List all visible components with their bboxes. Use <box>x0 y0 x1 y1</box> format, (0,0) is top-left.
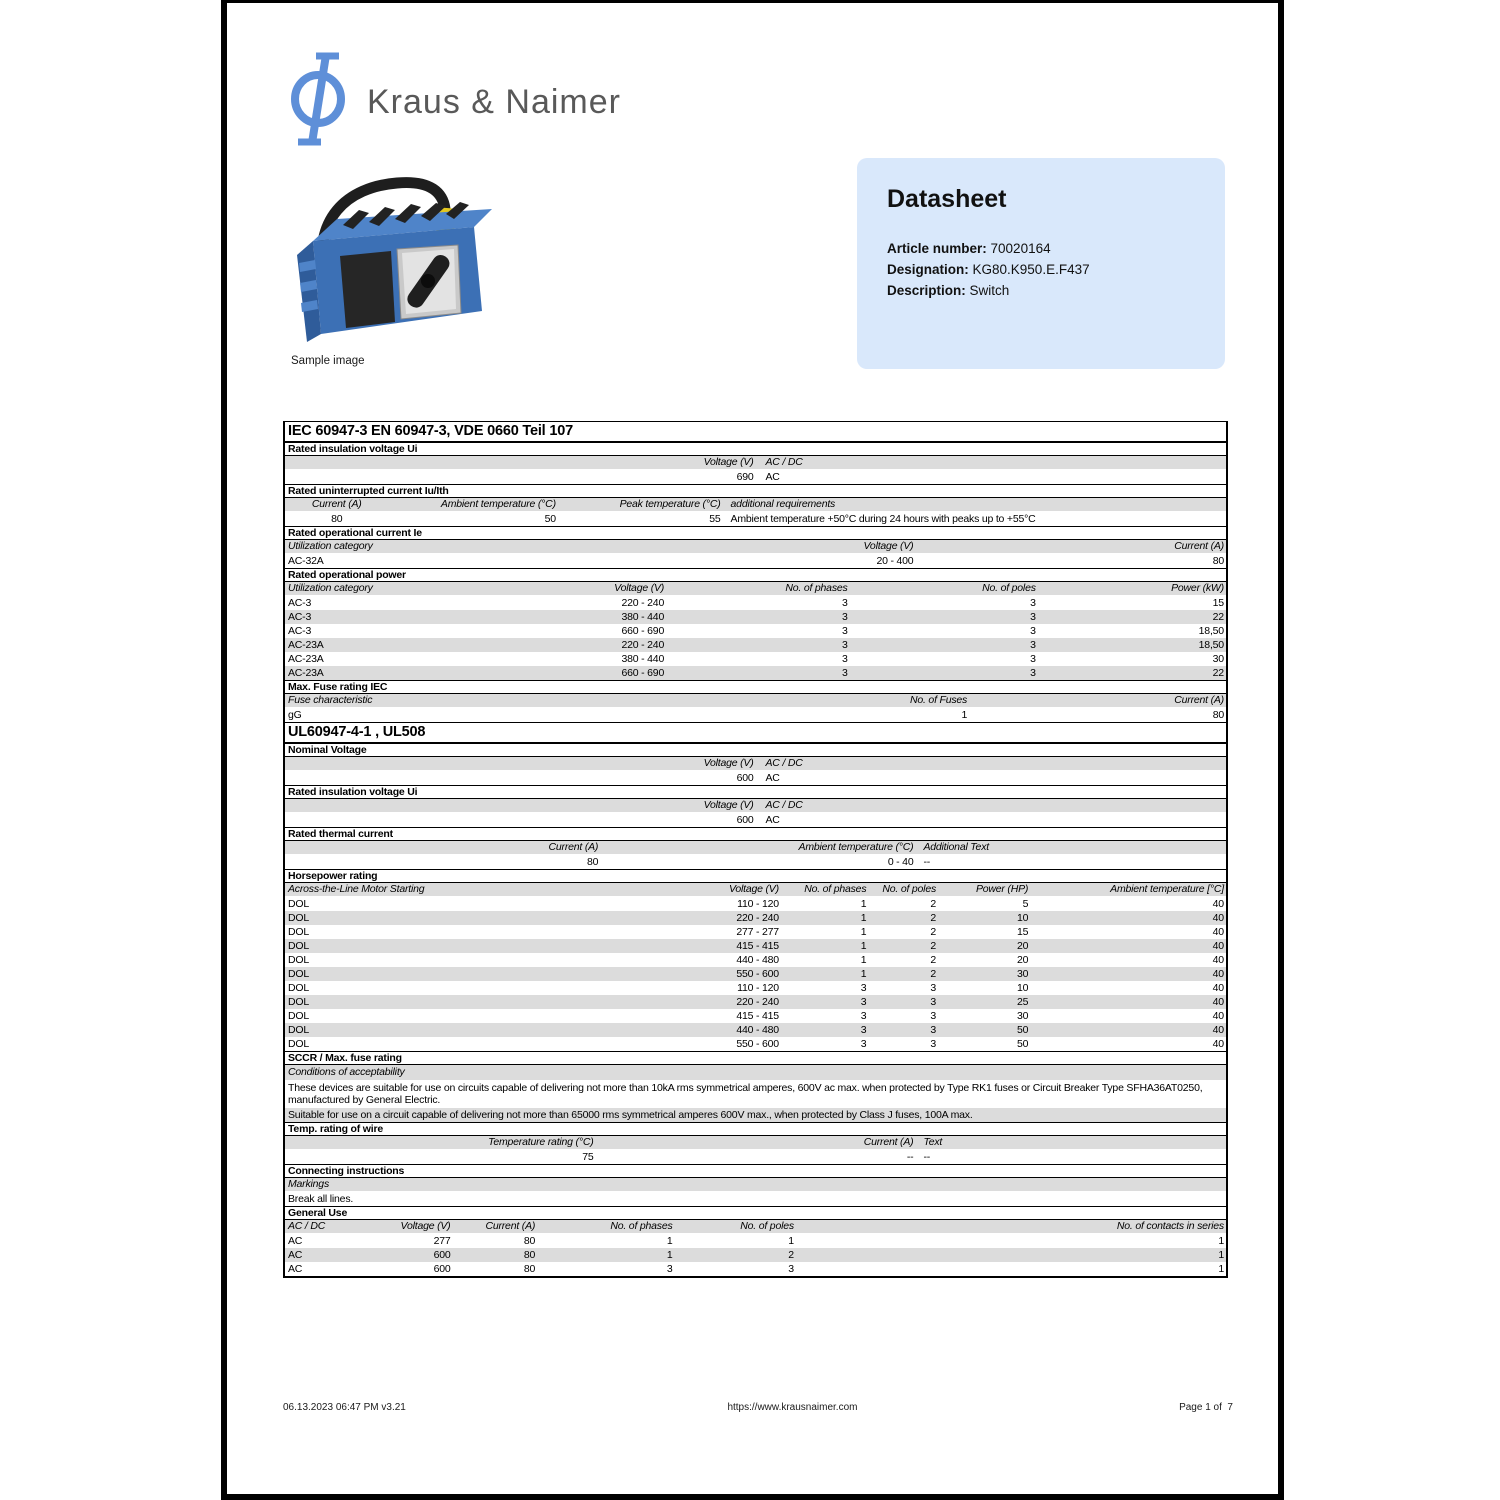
column-header-row <box>285 456 1226 470</box>
cell: 40 <box>1212 1038 1224 1050</box>
cell: 40 <box>1212 940 1224 952</box>
cell: AC / DC <box>765 456 803 468</box>
cell: 1 <box>860 954 867 966</box>
cell: 80 <box>1212 709 1224 721</box>
cell: Current (A) <box>311 498 362 510</box>
cell: 80 <box>586 856 599 868</box>
sample-image-caption: Sample image <box>291 355 365 367</box>
data-row <box>285 981 1226 995</box>
cell: additional requirements <box>730 498 836 510</box>
cell: 30 <box>1212 653 1224 665</box>
cell: DOL <box>288 898 309 910</box>
section-title: IEC 60947-3 EN 60947-3, VDE 0660 Teil 107 <box>285 422 1226 442</box>
cell: Ambient temperature (°C) <box>440 498 556 510</box>
cell: 600 <box>433 1249 451 1261</box>
cell: 3 <box>1030 625 1036 637</box>
section-title: UL60947-4-1 , UL508 <box>285 722 1226 743</box>
cell: 50 <box>1016 1024 1029 1036</box>
cell: gG <box>288 709 302 721</box>
data-row <box>285 995 1226 1009</box>
data-row <box>285 953 1226 967</box>
kraus-naimer-logo <box>289 51 621 147</box>
cell: Voltage (V) <box>703 456 754 468</box>
cell: DOL <box>288 940 309 952</box>
cell: No. of poles <box>982 582 1036 594</box>
data-row <box>285 1081 1226 1108</box>
phi-logo-icon <box>289 51 347 147</box>
cell: 3 <box>841 653 848 665</box>
cell: 1 <box>1218 1235 1224 1247</box>
cell: 3 <box>860 982 867 994</box>
cell: 18,50 <box>1198 639 1224 651</box>
cell: AC-3 <box>288 625 312 637</box>
cell: 30 <box>1016 968 1029 980</box>
cell: 2 <box>930 912 937 924</box>
column-header-row <box>285 799 1226 813</box>
field-value: KG80.K950.E.F437 <box>968 262 1090 277</box>
cell: 3 <box>860 1038 867 1050</box>
cell: 3 <box>860 1024 867 1036</box>
cell: Voltage (V) <box>400 1220 451 1232</box>
cell: 3 <box>841 625 848 637</box>
cell: 220 - 240 <box>621 639 665 651</box>
cell: 55 <box>709 513 721 525</box>
data-row <box>285 596 1226 610</box>
column-header-row <box>285 498 1226 512</box>
cell: 660 - 690 <box>621 625 665 637</box>
cell: No. of phases <box>610 1220 673 1232</box>
section-title: Rated operational current Ie <box>285 526 1226 540</box>
cell: DOL <box>288 954 309 966</box>
cell: 1 <box>788 1235 794 1247</box>
cell: Ambient temperature (°C) <box>798 841 914 853</box>
cell: AC-23A <box>288 639 324 651</box>
cell: 220 - 240 <box>736 996 779 1008</box>
data-row <box>285 911 1226 925</box>
cell: 2 <box>930 968 937 980</box>
cell: Current (A) <box>1174 694 1224 706</box>
cell: 600 <box>433 1263 451 1275</box>
cell: 550 - 600 <box>736 968 779 980</box>
data-row <box>285 470 1226 484</box>
section-title: Max. Fuse rating IEC <box>285 680 1226 694</box>
section-title: Rated thermal current <box>285 827 1226 841</box>
cell: No. of phases <box>804 883 867 895</box>
cell: Voltage (V) <box>703 799 754 811</box>
column-header-row <box>285 883 1226 897</box>
column-header-row <box>285 582 1226 596</box>
cell: DOL <box>288 926 309 938</box>
cell: 440 - 480 <box>736 1024 779 1036</box>
cell: 1 <box>860 940 867 952</box>
cell: AC <box>288 1263 303 1275</box>
data-row <box>285 1023 1226 1037</box>
cell: 415 - 415 <box>736 1010 779 1022</box>
cell: Text <box>923 1136 943 1148</box>
cell: 3 <box>841 611 848 623</box>
data-row <box>285 1234 1226 1248</box>
cell: Suitable for use on a circuit capable of delivering not more than 65000 rms symmetrical amperes 600V max., when protected by Class J fuses, 100A max. <box>288 1108 973 1121</box>
cell: 80 <box>523 1263 536 1275</box>
cell: 20 - 400 <box>876 555 914 567</box>
section-title: Nominal Voltage <box>285 743 1226 757</box>
field-value: 70020164 <box>986 241 1051 256</box>
cell: Additional Text <box>923 841 989 853</box>
field-value: Switch <box>965 283 1010 298</box>
data-row <box>285 666 1226 680</box>
cell: DOL <box>288 996 309 1008</box>
data-row <box>285 1248 1226 1262</box>
cell: AC / DC <box>765 757 803 769</box>
cell: 15 <box>1016 926 1029 938</box>
cell: 220 - 240 <box>621 597 665 609</box>
column-header-row <box>285 1136 1226 1150</box>
data-row <box>285 512 1226 526</box>
cell: 277 <box>433 1235 451 1247</box>
cell: 3 <box>930 1010 937 1022</box>
cell: 277 - 277 <box>736 926 779 938</box>
field-label: Designation: <box>887 262 969 277</box>
column-header-row <box>285 1220 1226 1234</box>
cell: These devices are suitable for use on circuits capable of delivering not more than 10kA rms symmetrical amperes, 600V ac max. when protected by Type RK1 fuses or Circuit Breaker Type SFHA36AT0250, manufactured by General Electric. <box>288 1081 1203 1106</box>
cell: Break all lines. <box>288 1193 354 1205</box>
cell: 80 <box>1212 555 1224 567</box>
cell: 110 - 120 <box>737 898 779 910</box>
cell: DOL <box>288 1038 309 1050</box>
cell: AC-32A <box>288 555 324 567</box>
card-title: Datasheet <box>887 185 1007 213</box>
cell: Fuse characteristic <box>288 694 373 706</box>
spec-table <box>283 421 1228 1278</box>
footer-timestamp: 06.13.2023 06:47 PM v3.21 <box>283 1402 406 1413</box>
cell: 5 <box>1022 898 1029 910</box>
cell: 3 <box>666 1263 673 1275</box>
cell: Current (A) <box>1174 540 1224 552</box>
data-row <box>285 708 1226 722</box>
cell: 10 <box>1016 912 1029 924</box>
cell: 20 <box>1016 940 1029 952</box>
section-title: SCCR / Max. fuse rating <box>285 1051 1226 1065</box>
cell: 3 <box>1030 653 1036 665</box>
column-header-row <box>285 841 1226 855</box>
cell: 40 <box>1212 954 1224 966</box>
cell: 1 <box>860 912 867 924</box>
field-label: Description: <box>887 283 966 298</box>
cell: 660 - 690 <box>621 667 665 679</box>
cell: 2 <box>788 1249 794 1261</box>
data-row <box>285 1108 1226 1123</box>
cell: 40 <box>1212 1010 1224 1022</box>
cell: No. of poles <box>740 1220 794 1232</box>
cell: 25 <box>1016 996 1029 1008</box>
cell: 1 <box>666 1235 673 1247</box>
cell: 50 <box>544 513 556 525</box>
cell: Markings <box>288 1178 329 1190</box>
footer-url: https://www.krausnaimer.com <box>727 1402 858 1413</box>
data-row <box>285 1192 1226 1206</box>
cell: 3 <box>1030 639 1036 651</box>
cell: 1 <box>666 1249 673 1261</box>
cell: 690 <box>736 471 754 483</box>
cell: 40 <box>1212 982 1224 994</box>
cell: 0 - 40 <box>887 856 914 868</box>
cell: -- <box>923 856 931 868</box>
cell: 220 - 240 <box>736 912 779 924</box>
cell: 3 <box>930 982 937 994</box>
section-title: Horsepower rating <box>285 869 1226 883</box>
cell: 380 - 440 <box>621 611 665 623</box>
cell: 50 <box>1016 1038 1029 1050</box>
cell: AC <box>765 772 780 784</box>
datasheet-card <box>857 158 1225 369</box>
section-title: Rated operational power <box>285 568 1226 582</box>
cell: 3 <box>1030 667 1036 679</box>
description-field <box>887 280 1205 301</box>
cell: 1 <box>860 898 867 910</box>
cell: 3 <box>860 996 867 1008</box>
datasheet-page <box>221 0 1284 1500</box>
cell: 440 - 480 <box>736 954 779 966</box>
company-name: Kraus & Naimer <box>367 82 621 121</box>
section-title: Connecting instructions <box>285 1164 1226 1178</box>
section-title: Rated insulation voltage Ui <box>285 785 1226 799</box>
section-title: Rated insulation voltage Ui <box>285 442 1226 456</box>
column-header-row <box>285 1065 1226 1081</box>
data-row <box>285 652 1226 666</box>
cell: 1 <box>860 926 867 938</box>
cell: 380 - 440 <box>621 653 665 665</box>
cell: 1 <box>1218 1249 1224 1261</box>
cell: 40 <box>1212 996 1224 1008</box>
column-header-row <box>285 1178 1226 1192</box>
cell: 75 <box>582 1151 594 1163</box>
cell: 3 <box>788 1263 794 1275</box>
cell: 15 <box>1212 597 1224 609</box>
cell: 22 <box>1212 667 1224 679</box>
data-row <box>285 897 1226 911</box>
cell: 80 <box>523 1249 536 1261</box>
cell: DOL <box>288 968 309 980</box>
cell: 3 <box>1030 611 1036 623</box>
cell: AC <box>288 1249 303 1261</box>
cell: 3 <box>930 1024 937 1036</box>
cell: 110 - 120 <box>737 982 779 994</box>
cell: Temperature rating (°C) <box>488 1136 594 1148</box>
data-row <box>285 1262 1226 1276</box>
cell: 2 <box>930 940 937 952</box>
cell: AC-3 <box>288 611 312 623</box>
cell: 40 <box>1212 926 1224 938</box>
section-title: General Use <box>285 1206 1226 1220</box>
data-row <box>285 939 1226 953</box>
data-row <box>285 1037 1226 1051</box>
cell: 600 <box>736 814 754 826</box>
cell: No. of poles <box>882 883 937 895</box>
cell: 1 <box>961 709 968 721</box>
data-row <box>285 624 1226 638</box>
data-row <box>285 1009 1226 1023</box>
cell: AC / DC <box>288 1220 326 1232</box>
cell: Power (kW) <box>1171 582 1224 594</box>
cell: Utilization category <box>288 582 373 594</box>
data-row <box>285 554 1226 568</box>
cell: -- <box>923 1151 931 1163</box>
cell: 30 <box>1016 1010 1029 1022</box>
cell: 3 <box>1030 597 1036 609</box>
cell: 2 <box>930 954 937 966</box>
data-row <box>285 1150 1226 1164</box>
cell: No. of contacts in series <box>1116 1220 1224 1232</box>
cell: 1 <box>1218 1263 1224 1275</box>
cell: Current (A) <box>548 841 599 853</box>
cell: AC-23A <box>288 667 324 679</box>
cell: 3 <box>841 597 848 609</box>
cell: AC <box>765 471 780 483</box>
cell: No. of Fuses <box>909 694 968 706</box>
cell: 10 <box>1016 982 1029 994</box>
cell: 22 <box>1212 611 1224 623</box>
cell: 1 <box>860 968 867 980</box>
cell: 3 <box>930 996 937 1008</box>
cell: 80 <box>523 1235 536 1247</box>
cell: 2 <box>930 926 937 938</box>
cell: Voltage (V) <box>863 540 914 552</box>
data-row <box>285 967 1226 981</box>
cell: Ambient temperature +50°C during 24 hours with peaks up to +55°C <box>730 513 1036 525</box>
cell: No. of phases <box>785 582 848 594</box>
article-number-field <box>887 238 1205 259</box>
cell: Power (HP) <box>975 883 1029 895</box>
cell: 600 <box>736 772 754 784</box>
cell: Voltage (V) <box>614 582 665 594</box>
data-row <box>285 925 1226 939</box>
cell: DOL <box>288 1024 309 1036</box>
data-row <box>285 855 1226 869</box>
cell: 415 - 415 <box>736 940 779 952</box>
cell: 550 - 600 <box>736 1038 779 1050</box>
field-label: Article number: <box>887 241 987 256</box>
column-header-row <box>285 757 1226 771</box>
column-header-row <box>285 540 1226 554</box>
cell: AC-23A <box>288 653 324 665</box>
cell: AC <box>765 814 780 826</box>
cell: Peak temperature (°C) <box>619 498 721 510</box>
cell: 3 <box>841 639 848 651</box>
cell: 3 <box>930 1038 937 1050</box>
data-row <box>285 610 1226 624</box>
cell: Voltage (V) <box>728 883 779 895</box>
designation-field <box>887 259 1205 280</box>
cell: Ambient temperature [°C] <box>1110 883 1224 895</box>
cell: Current (A) <box>485 1220 536 1232</box>
cell: Across-the-Line Motor Starting <box>288 883 425 895</box>
cell: 80 <box>331 513 343 525</box>
cell: Conditions of acceptability <box>288 1066 405 1078</box>
cell: DOL <box>288 982 309 994</box>
cell: 40 <box>1212 898 1224 910</box>
cell: Voltage (V) <box>703 757 754 769</box>
cell: 3 <box>841 667 848 679</box>
cell: -- <box>906 1151 914 1163</box>
footer-page-number: Page 1 of 7 <box>1179 1402 1233 1413</box>
cell: DOL <box>288 912 309 924</box>
cell: 2 <box>930 898 937 910</box>
cell: AC / DC <box>765 799 803 811</box>
cell: 18,50 <box>1198 625 1224 637</box>
column-header-row <box>285 694 1226 708</box>
section-title: Rated uninterrupted current Iu/Ith <box>285 484 1226 498</box>
cell: 20 <box>1016 954 1029 966</box>
cell: DOL <box>288 1010 309 1022</box>
cell: 40 <box>1212 912 1224 924</box>
data-row <box>285 813 1226 827</box>
data-row <box>285 638 1226 652</box>
cell: 3 <box>860 1010 867 1022</box>
product-image <box>285 161 507 353</box>
data-row <box>285 771 1226 785</box>
cell: 40 <box>1212 968 1224 980</box>
page-footer <box>283 1402 1233 1413</box>
cell: AC <box>288 1235 303 1247</box>
cell: Current (A) <box>863 1136 914 1148</box>
cell: AC-3 <box>288 597 312 609</box>
cell: Utilization category <box>288 540 373 552</box>
cell: 40 <box>1212 1024 1224 1036</box>
section-title: Temp. rating of wire <box>285 1122 1226 1136</box>
